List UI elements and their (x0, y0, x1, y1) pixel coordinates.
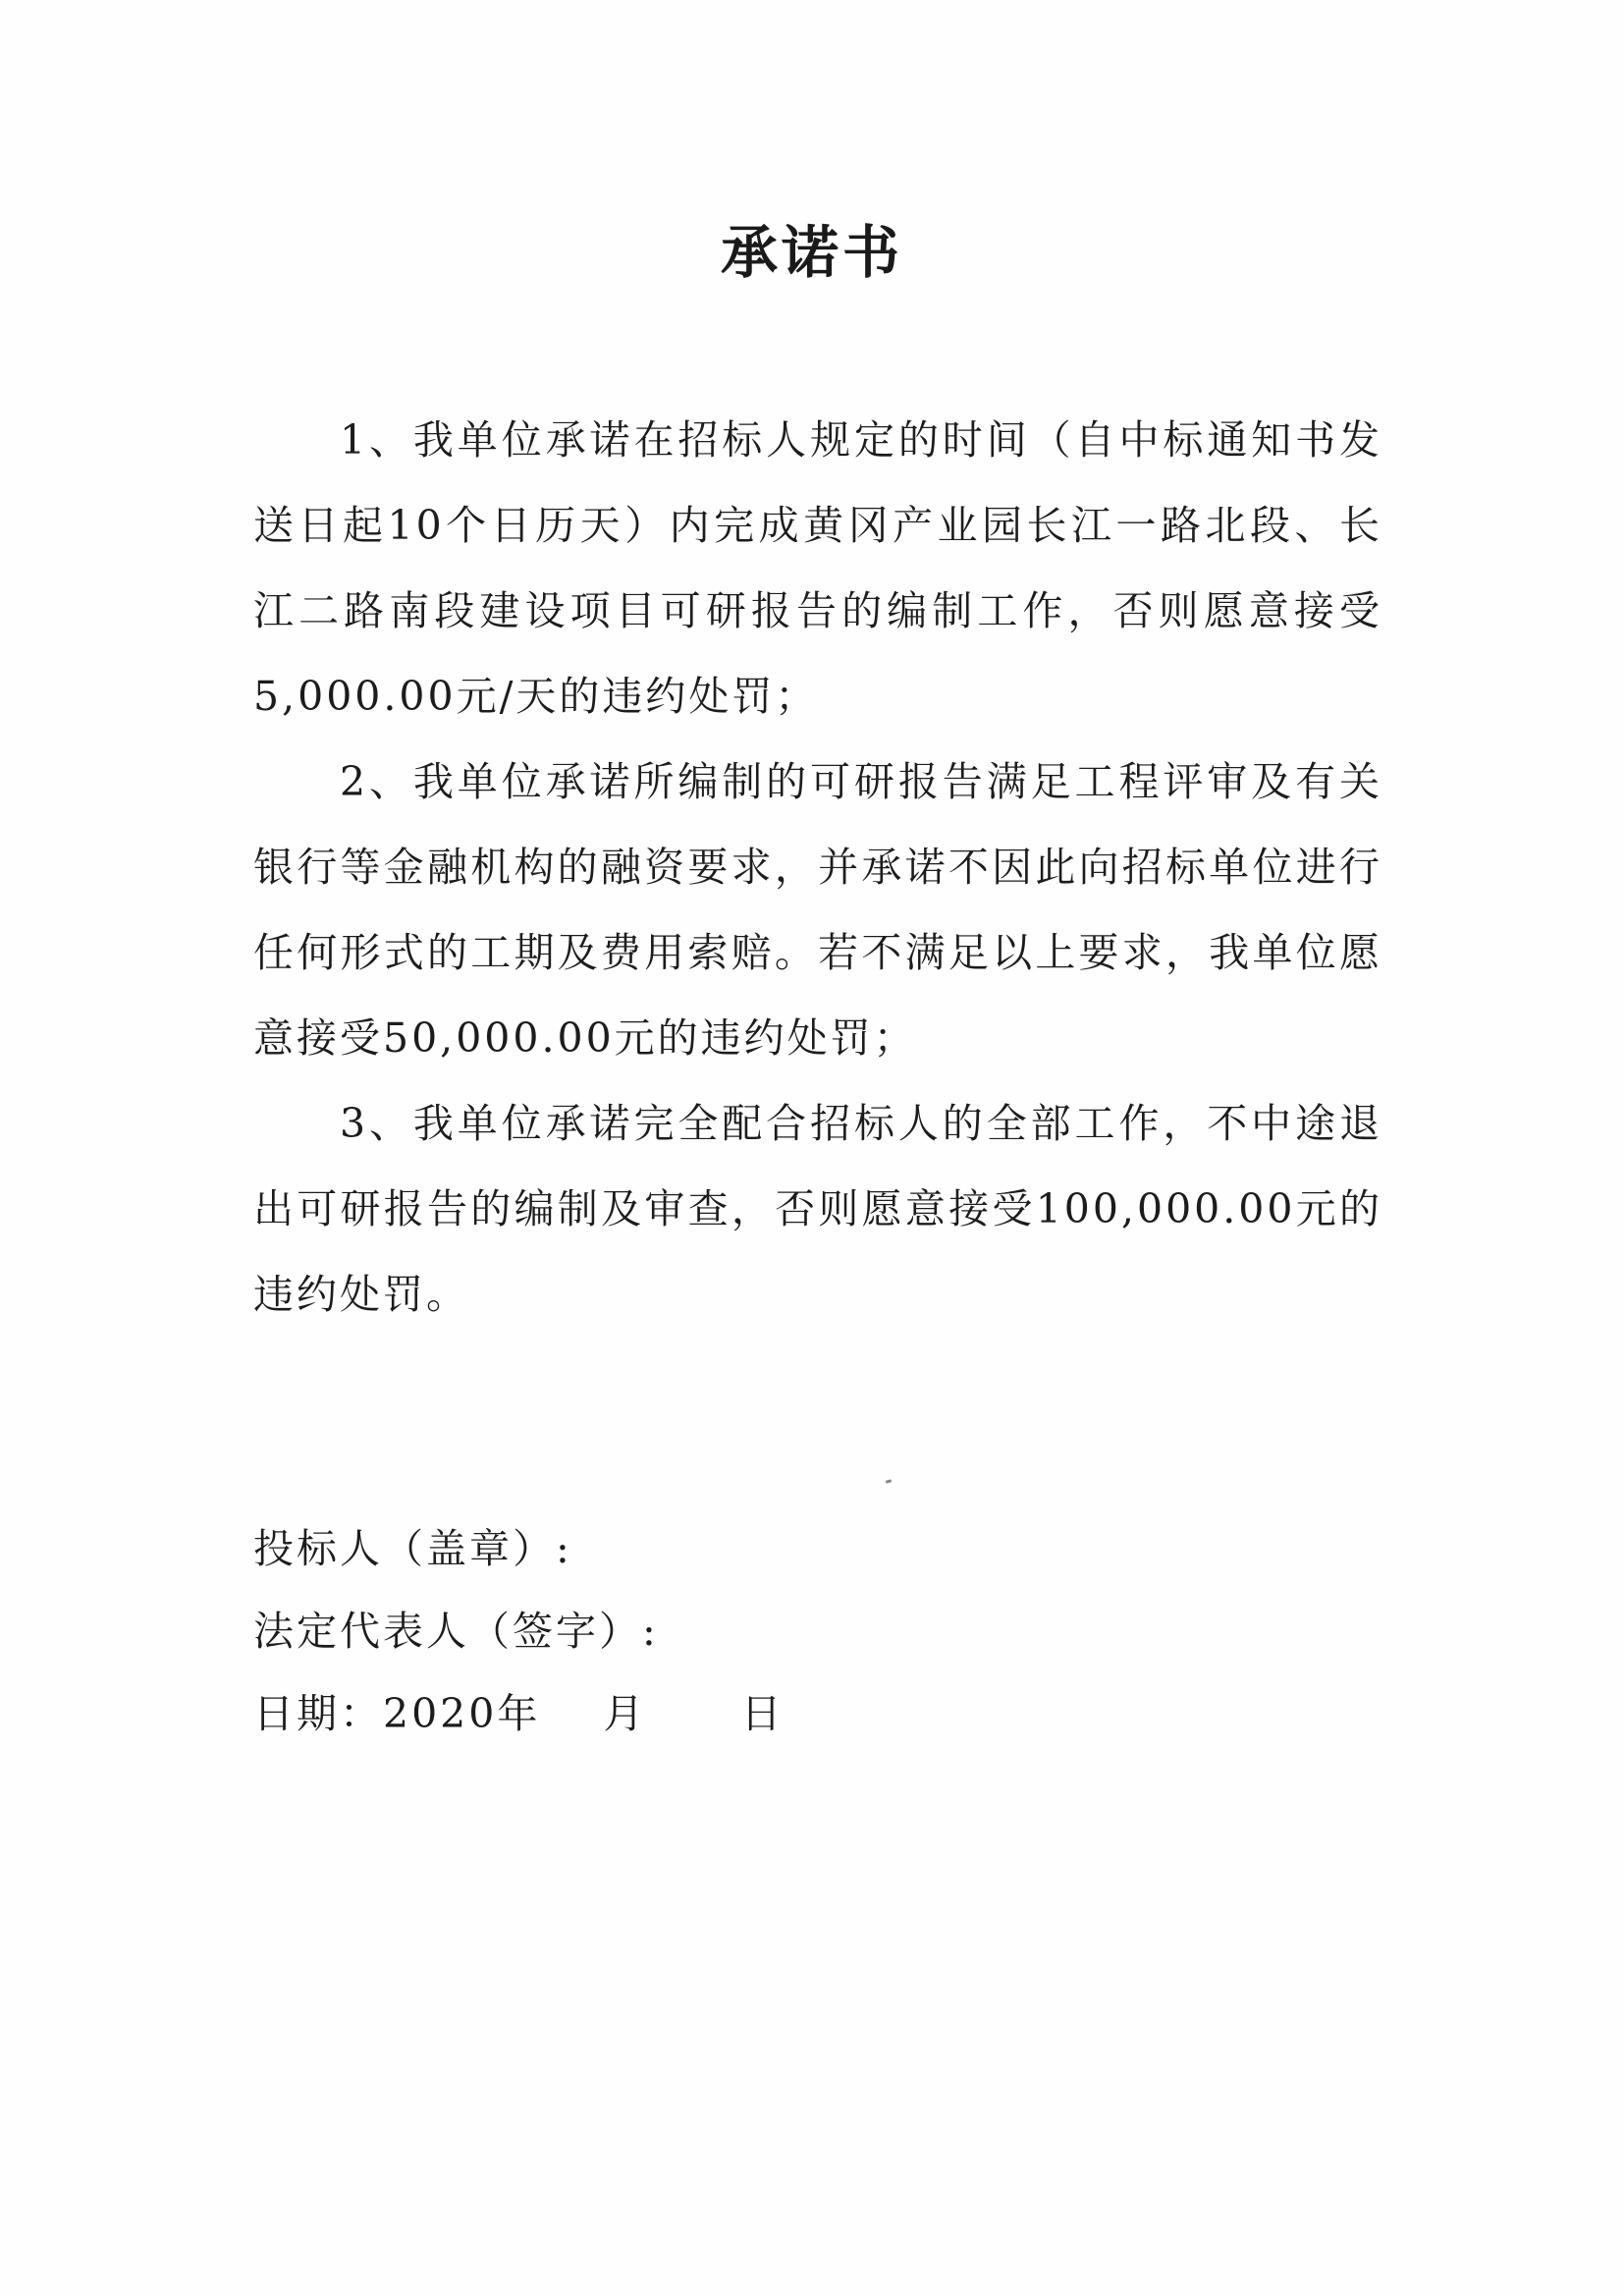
scan-speck (886, 1479, 893, 1483)
legal-representative-label: 法定代表人（签字）: (253, 1608, 659, 1655)
commitment-clause-1: 1、我单位承诺在招标人规定的时间（自中标通知书发送日起10个日历天）内完成黄冈产业园长江一路北段、长江二路南段建设项目可研报告的编制工作，否则愿意接受5,000.00元/天的违约处罚； (253, 416, 1382, 720)
date-label: 日期：2020年 月 日 (253, 1690, 785, 1737)
bidder-seal-label: 投标人（盖章）: (253, 1525, 572, 1572)
signature-block (253, 1507, 785, 1755)
commitment-clause-3: 3、我单位承诺完全配合招标人的全部工作，不中途退出可研报告的编制及审查，否则愿意接受100,000.00元的违约处罚。 (253, 1100, 1382, 1318)
commitment-clause-2: 2、我单位承诺所编制的可研报告满足工程评审及有关银行等金融机构的融资要求，并承诺不因此向招标单位进行任何形式的工期及费用索赔。若不满足以上要求，我单位愿意接受50,000.00元的违约处罚； (253, 758, 1382, 1062)
commitment-body (253, 398, 1382, 1338)
document-title: 承诺书 (720, 219, 903, 286)
